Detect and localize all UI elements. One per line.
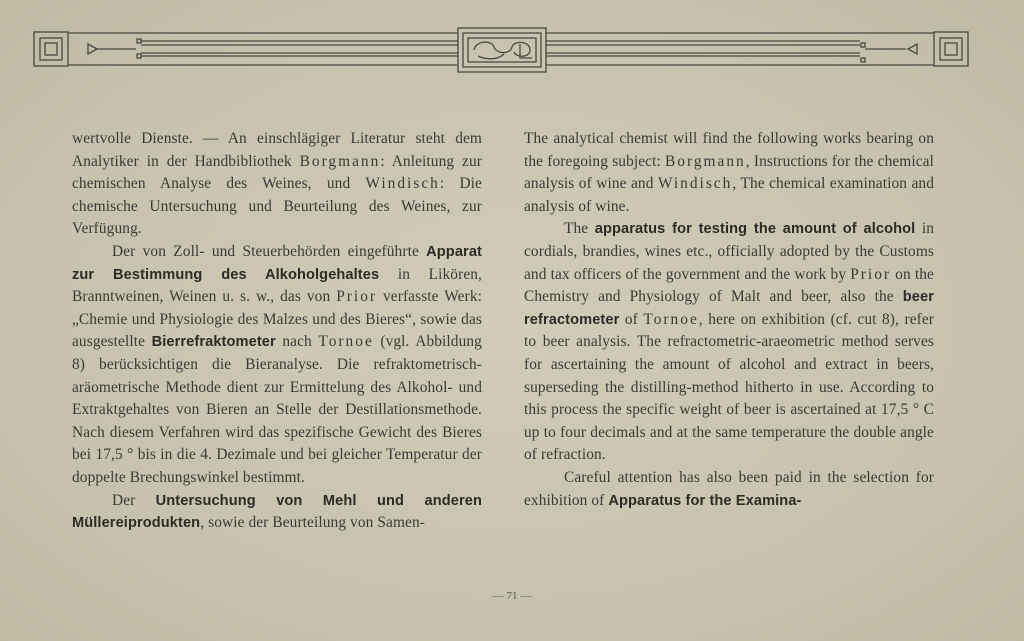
english-paragraph-alcohol-apparatus: The apparatus for testing the amount of alcohol in cordials, brandies, wines etc., officially adopted by the Customs and tax officers of the government and the work by Prior on the Chemistry and Physiology of Malt and beer, also the beer refractometer of Tornoe, here on exhibition (cf. cut 8), refer to beer analysis. The refractometric-araeometric method serves for ascertaining the amount of alcohol and extract in beers, superseding the distilling-method hitherto in use. According to this process the specific weight of beer is ascertained at 17,5 ° C up to four decimals and at the same temperature the double angle of refraction. [524, 220, 935, 464]
author-name: Prior [850, 265, 892, 283]
bold-term: Untersuchung von Mehl und anderen Müllereiprodukten [72, 492, 482, 532]
author-name: Windisch [365, 175, 440, 193]
decorative-header-border [0, 0, 1024, 90]
english-paragraph-apparatus-examination: Careful attention has also been paid in the selection for exhibition of Apparatus for the Examina- [524, 468, 934, 509]
bold-term: beer refractometer [524, 289, 934, 328]
author-name: Tornoe [318, 333, 374, 351]
center-emblem-icon [474, 42, 530, 59]
english-paragraph-literature: The analytical chemist will find the following works bearing on the foregoing subject: Borgmann, Instructions for the chemical analysis of wine and Windisch, The chemical examination and analysis of wine. [524, 130, 934, 215]
author-name: Borgmann [665, 152, 746, 170]
center-emblem-frame [458, 28, 546, 72]
german-column [72, 128, 482, 535]
bold-term: apparatus for testing the amount of alcohol [594, 221, 916, 238]
right-square-ornament [934, 32, 968, 66]
english-column [524, 128, 934, 512]
author-name: Tornoe [643, 310, 699, 328]
left-square-ornament [34, 32, 68, 66]
german-paragraph-flour-examination: Der Untersuchung von Mehl und anderen Müllereiprodukten, sowie der Beurteilung von Samen- [72, 491, 482, 532]
german-paragraph-literature: wertvolle Dienste. — An einschlägiger Literatur steht dem Analytiker in der Handbibliothek Borgmann: Anleitung zur chemischen Analyse des Weines, und Windisch: Die chemische Untersuchung und Beurteilung des Weines, zur Verfügung. [72, 130, 482, 238]
bold-term: Bierrefraktometer [151, 334, 276, 351]
author-name: Windisch [657, 175, 733, 193]
page-number: — 71 — [492, 590, 532, 602]
bold-term: Apparatus for the Examina- [608, 492, 802, 509]
author-name: Prior [336, 288, 378, 306]
author-name: Borgmann [299, 152, 381, 170]
left-arrow-ornament [88, 44, 97, 54]
right-arrow-ornament [908, 44, 917, 54]
german-paragraph-alcohol-apparatus: Der von Zoll- und Steuerbehörden eingeführte Apparat zur Bestimmung des Alkoholgehaltes in Likören, Branntweinen, Weinen u. s. w., das von Prior verfasste Werk: „Chemie und Physiologie des Malzes und des Bieres“, sowie das ausgestellte Bierrefraktometer nach Tornoe (vgl. Abbildung 8) berücksichtigen die Bieranalyse. Die refraktometrisch-aräometrische Methode dient zur Ermittelung des Alkohol- und Extraktgehaltes von Bieren an Stelle der Destillationsmethode. Nach diesem Verfahren wird das spezifische Gewicht des Bieres bei 17,5 ° bis in die 4. Dezimale und bei gleicher Temperatur der doppelte Brechungswinkel bestimmt. [72, 242, 482, 486]
bold-term: Apparat zur Bestimmung des Alkoholgehaltes [72, 243, 482, 283]
